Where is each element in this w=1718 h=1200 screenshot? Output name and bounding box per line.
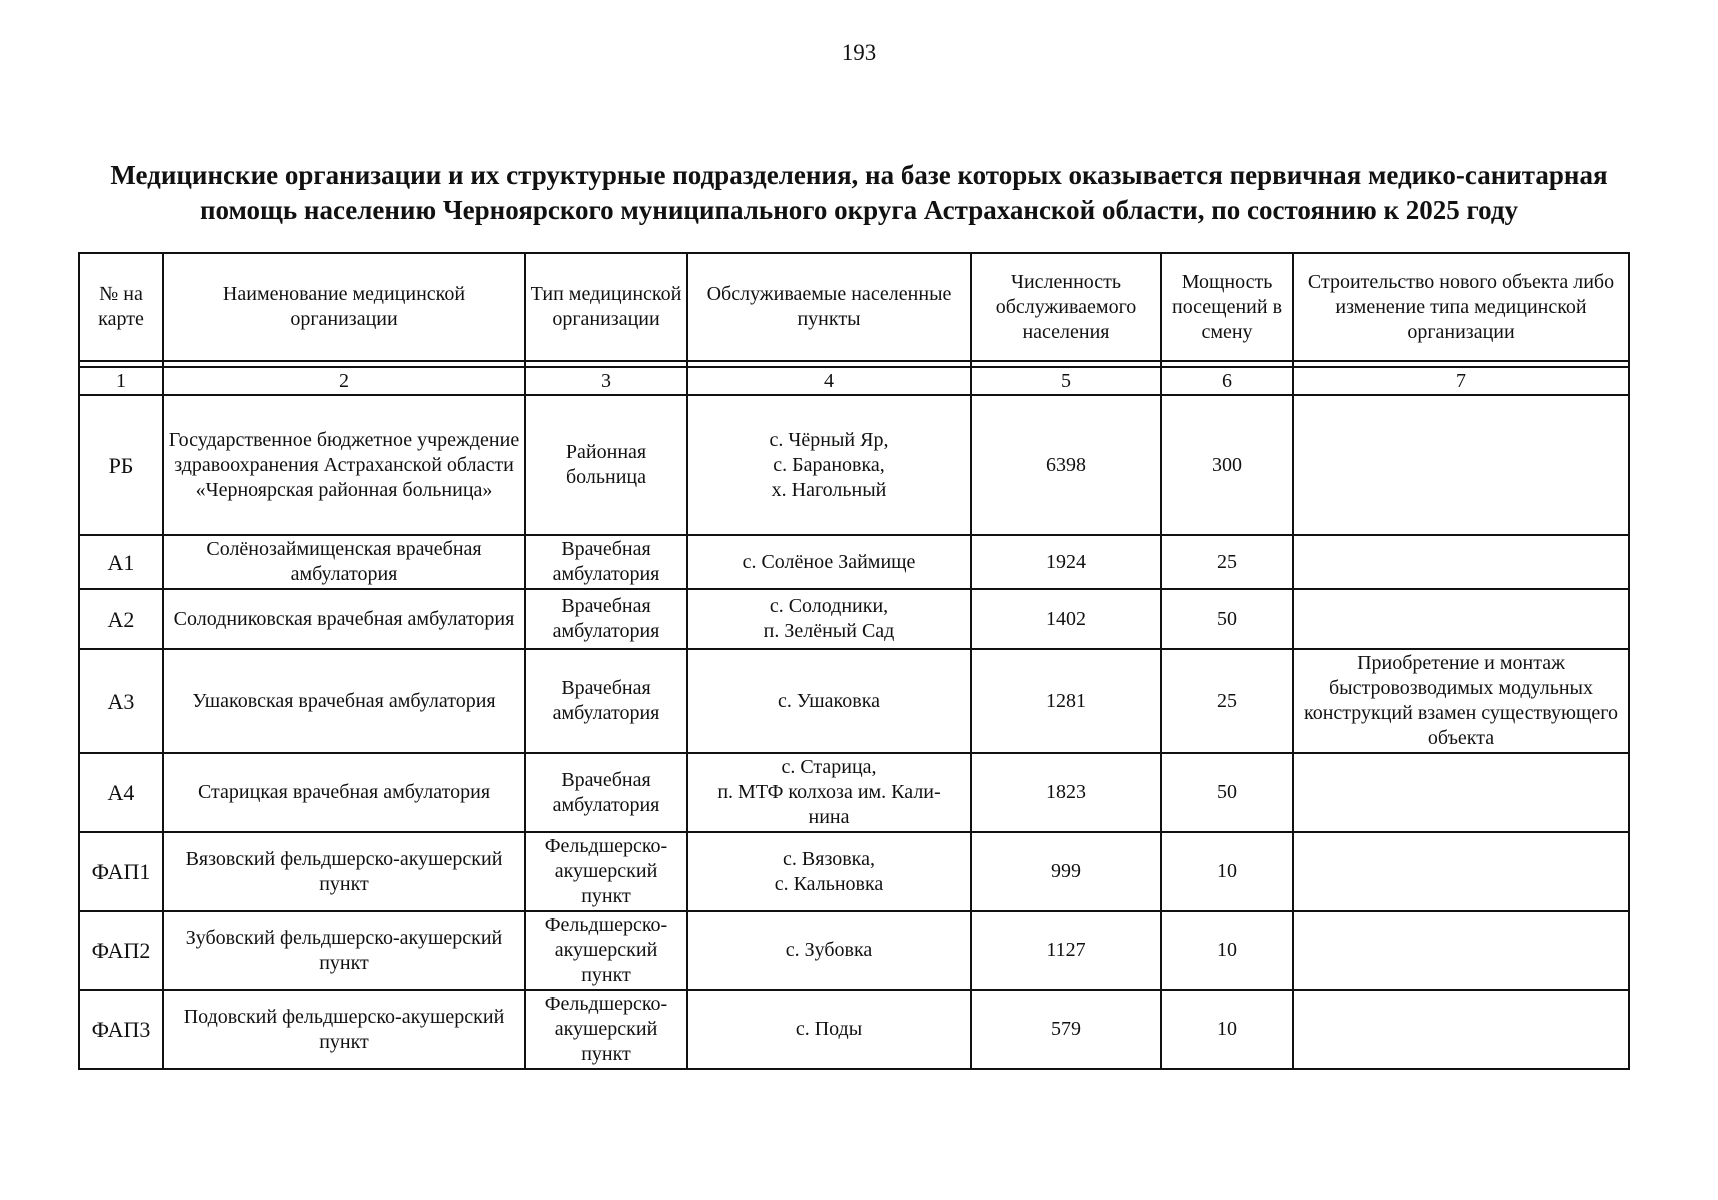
column-number: 6 [1161, 367, 1293, 395]
organization-type: Врачебная амбулатория [525, 649, 687, 753]
settlement: п. МТФ колхоза им. Кали- [717, 781, 941, 803]
settlement: с. Солодники, [769, 595, 889, 617]
population: 6398 [971, 395, 1161, 535]
settlements [687, 990, 971, 1069]
settlement: с. Ушаковка [778, 689, 880, 712]
title-line-1: Медицинские организации и их структурные подразделения, на базе которых оказывается первичная медико-санитарная [110, 160, 1608, 190]
medical-organizations-table [78, 252, 1630, 1070]
organization-type: Фельдшерско-акушерский пункт [525, 832, 687, 911]
capacity: 10 [1161, 832, 1293, 911]
population: 579 [971, 990, 1161, 1069]
map-code: А1 [79, 535, 163, 589]
construction [1293, 589, 1629, 649]
map-code: ФАП3 [79, 990, 163, 1069]
population: 1924 [971, 535, 1161, 589]
column-number: 7 [1293, 367, 1629, 395]
organization-name: Солёнозаймищенская врачебная амбулатория [163, 535, 525, 589]
settlement: с. Барановка, [773, 453, 885, 476]
column-number: 1 [79, 367, 163, 395]
organization-name: Старицкая врачебная амбулатория [163, 753, 525, 832]
organization-name: Ушаковская врачебная амбулатория [163, 649, 525, 753]
settlements [687, 911, 971, 990]
table-row [79, 535, 1629, 589]
settlement: с. Солёное Займище [742, 550, 916, 573]
column-number: 2 [163, 367, 525, 395]
header-map-number: № на карте [79, 253, 163, 361]
map-code: А3 [79, 649, 163, 753]
organization-name: Вязовский фельдшерско-акушерский пункт [163, 832, 525, 911]
construction [1293, 911, 1629, 990]
population: 999 [971, 832, 1161, 911]
capacity: 25 [1161, 535, 1293, 589]
settlement: с. Чёрный Яр, [769, 428, 889, 451]
organization-type: Врачебная амбулатория [525, 535, 687, 589]
settlement: х. Нагольный [771, 478, 887, 501]
population: 1281 [971, 649, 1161, 753]
column-number-row [79, 367, 1629, 395]
map-code: А4 [79, 753, 163, 832]
settlements [687, 535, 971, 589]
capacity: 25 [1161, 649, 1293, 753]
page-number: 193 [841, 40, 877, 65]
settlement: нина [808, 806, 850, 828]
document-title [60, 158, 1658, 228]
table-row [79, 395, 1629, 535]
capacity: 10 [1161, 911, 1293, 990]
capacity: 50 [1161, 589, 1293, 649]
organization-name: Зубовский фельдшерско-акушерский пункт [163, 911, 525, 990]
construction [1293, 535, 1629, 589]
column-number: 5 [971, 367, 1161, 395]
header-population: Численность обслуживаемого населения [971, 253, 1161, 361]
table-row [79, 990, 1629, 1069]
capacity: 50 [1161, 753, 1293, 832]
table-row [79, 832, 1629, 911]
settlements [687, 753, 971, 832]
title-line-2: помощь населению Черноярского муниципального округа Астраханской области, по состоянию к 2025 году [199, 195, 1519, 225]
population: 1127 [971, 911, 1161, 990]
settlements [687, 832, 971, 911]
organization-type: Фельдшерско-акушерский пункт [525, 990, 687, 1069]
settlement: с. Поды [795, 1018, 863, 1040]
organization-name: Государственное бюджетное учреждение здравоохранения Астраханской области «Черноярская районная больница» [163, 395, 525, 535]
settlement: с. Старица, [781, 756, 877, 778]
population: 1823 [971, 753, 1161, 832]
construction [1293, 832, 1629, 911]
table-row [79, 649, 1629, 753]
header-organization-type: Тип медицинской организации [525, 253, 687, 361]
organization-type: Фельдшерско-акушерский пункт [525, 911, 687, 990]
header-capacity: Мощность посещений в смену [1161, 253, 1293, 361]
table-row [79, 589, 1629, 649]
construction [1293, 395, 1629, 535]
construction [1293, 753, 1629, 832]
construction: Приобретение и монтаж быстровозводимых модульных конструкций взамен существующего объекта [1293, 649, 1629, 753]
column-number: 3 [525, 367, 687, 395]
settlement: п. Зелёный Сад [763, 620, 895, 642]
organization-type: Районная больница [525, 395, 687, 535]
table-row [79, 753, 1629, 832]
settlements [687, 589, 971, 649]
capacity: 10 [1161, 990, 1293, 1069]
organization-type: Врачебная амбулатория [525, 753, 687, 832]
construction [1293, 990, 1629, 1069]
capacity: 300 [1161, 395, 1293, 535]
header-organization-name: Наименование медицинской организации [163, 253, 525, 361]
map-code: ФАП2 [79, 911, 163, 990]
settlement: с. Кальновка [774, 872, 884, 895]
map-code: А2 [79, 589, 163, 649]
settlement: с. Вязовка, [783, 847, 875, 870]
header-row [79, 253, 1629, 361]
map-code: ФАП1 [79, 832, 163, 911]
column-number: 4 [687, 367, 971, 395]
settlements [687, 395, 971, 535]
settlements [687, 649, 971, 753]
header-construction: Строительство нового объекта либо изменение типа медицинской организации [1293, 253, 1629, 361]
organization-name: Подовский фельдшерско-акушерский пункт [163, 990, 525, 1069]
map-code: РБ [79, 395, 163, 535]
organization-type: Врачебная амбулатория [525, 589, 687, 649]
settlement: с. Зубовка [785, 939, 873, 961]
header-settlements: Обслуживаемые населенные пункты [687, 253, 971, 361]
table-row [79, 911, 1629, 990]
population: 1402 [971, 589, 1161, 649]
organization-name: Солодниковская врачебная амбулатория [163, 589, 525, 649]
